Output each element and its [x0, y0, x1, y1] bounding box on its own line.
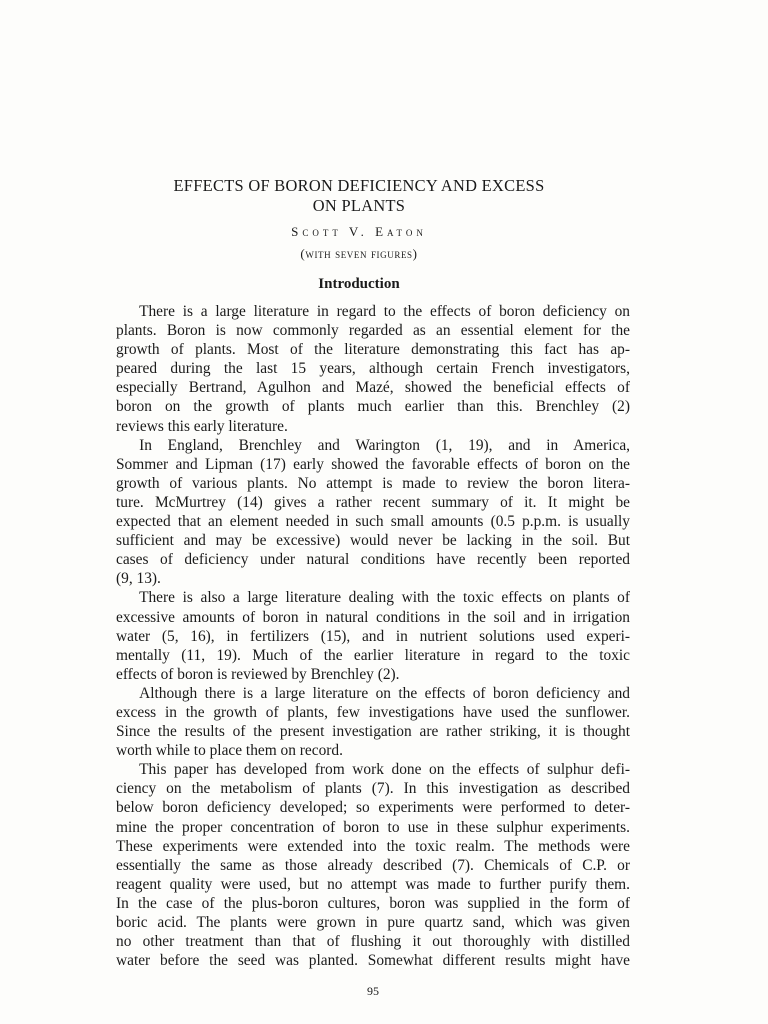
text-line: Since the results of the present investigation are rather striking, it is thought	[116, 723, 630, 741]
text-line: mentally (11, 19). Much of the earlier literature in regard to the toxic	[116, 646, 630, 664]
text-line: These experiments were extended into the toxic realm. The methods were	[116, 837, 630, 855]
text-line: reviews this early literature.	[116, 417, 288, 435]
body-text	[116, 302, 630, 970]
text-line: water (5, 16), in fertilizers (15), and in nutrient solutions used experi-	[116, 627, 630, 645]
text-line: ture. McMurtrey (14) gives a rather recent summary of it. It might be	[116, 493, 630, 511]
text-line: essentially the same as those already described (7). Chemicals of C.P. or	[116, 856, 630, 874]
text-line: sufficient and may be excessive) would never be lacking in the soil. But	[116, 532, 630, 550]
text-line: peared during the last 15 years, although certain French investigators,	[116, 360, 630, 378]
author: Scott V. Eaton	[291, 224, 427, 239]
text-line: cases of deficiency under natural conditions have recently been reported	[116, 551, 630, 569]
section-heading: Introduction	[318, 276, 400, 292]
text-line: reagent quality were used, but no attempt was made to further purify them.	[116, 875, 630, 893]
text-line: water before the seed was planted. Somewhat different results might have	[116, 952, 630, 970]
text-line: especially Bertrand, Agulhon and Mazé, showed the beneficial effects of	[116, 379, 630, 397]
text-line: boric acid. The plants were grown in pure quartz sand, which was given	[116, 914, 630, 931]
text-line: no other treatment than that of flushing it out thoroughly with distilled	[116, 933, 630, 951]
paper-title	[0, 176, 718, 216]
text-line: Sommer and Lipman (17) early showed the favorable effects of boron on the	[116, 455, 630, 473]
text-line: plants. Boron is now commonly regarded as an essential element for the	[116, 322, 630, 340]
text-line: ciency on the metabolism of plants (7). In this investigation as described	[116, 780, 630, 798]
text-line: (9, 13).	[116, 570, 161, 588]
text-line: growth of various plants. No attempt is made to review the boron litera-	[116, 474, 630, 492]
text-line: expected that an element needed in such small amounts (0.5 p.p.m. is usually	[116, 513, 630, 531]
text-line: boron on the growth of plants much earlier than this. Brenchley (2)	[116, 398, 630, 416]
figures-note: (with seven figures)	[300, 246, 418, 261]
text-line: In the case of the plus-boron cultures, boron was supplied in the form of	[116, 894, 630, 912]
text-line: worth while to place them on record.	[116, 742, 343, 760]
title-line-2: ON PLANTS	[312, 196, 406, 215]
text-line: mine the proper concentration of boron to use in these sulphur experiments.	[116, 818, 630, 836]
text-line: growth of plants. Most of the literature demonstrating this fact has ap-	[116, 341, 630, 359]
text-line: Although there is a large literature on the effects of boron deficiency and	[116, 684, 630, 702]
text-line: This paper has developed from work done on the effects of sulphur defi-	[116, 761, 630, 779]
text-line: There is also a large literature dealing with the toxic effects on plants of	[116, 589, 630, 607]
text-line: excess in the growth of plants, few investigations have used the sunflower.	[116, 703, 630, 721]
text-line: excessive amounts of boron in natural conditions in the soil and in irrigation	[116, 608, 630, 626]
text-line: effects of boron is reviewed by Brenchley (2).	[116, 665, 400, 683]
page-number: 95	[367, 984, 379, 998]
title-line-1: EFFECTS OF BORON DEFICIENCY AND EXCESS	[173, 176, 545, 195]
text-line: There is a large literature in regard to the effects of boron deficiency on	[116, 303, 630, 320]
text-line: In England, Brenchley and Warington (1, 19), and in America,	[116, 436, 630, 454]
text-line: below boron deficiency developed; so experiments were performed to deter-	[116, 799, 630, 817]
